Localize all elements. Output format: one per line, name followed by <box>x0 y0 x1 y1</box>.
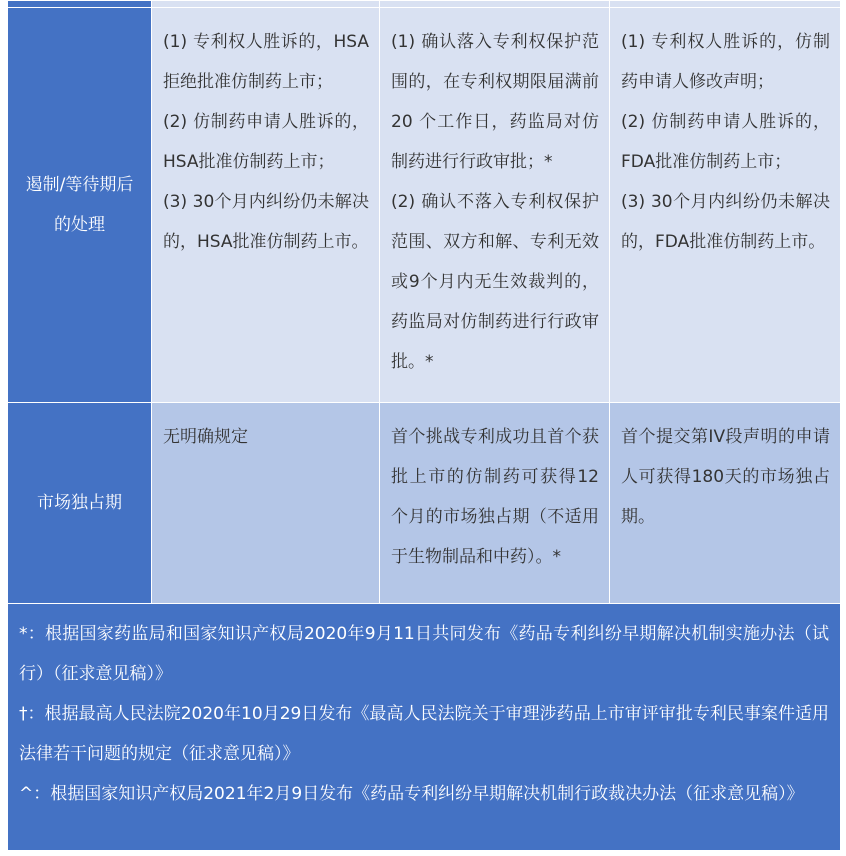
row-header-line: 的处理 <box>54 215 105 235</box>
cell-paragraph: 首个提交第IV段声明的申请人可获得180天的市场独占期。 <box>621 427 830 527</box>
row-market-exclusivity <box>8 403 841 604</box>
top-strip-row <box>8 1 841 8</box>
row-header-text <box>8 165 151 245</box>
footnote: *：根据国家药监局和国家知识产权局2020年9月11日共同发布《药品专利纠纷早期解决机制实施办法（试行）（征求意见稿）》 <box>19 624 829 684</box>
cell-paragraph: (1) 专利权人胜诉的，HSA拒绝批准仿制药上市； <box>163 32 369 92</box>
row-header-text <box>8 483 151 523</box>
footnote: ^：根据国家知识产权局2021年2月9日发布《药品专利纠纷早期解决机制行政裁决办法（征求意见稿）》 <box>19 784 804 804</box>
row-post-stay-handling <box>8 8 841 403</box>
cell-hsa-exclusivity <box>152 403 380 604</box>
cell-fda-exclusivity <box>610 403 841 604</box>
cell-china-exclusivity <box>380 403 610 604</box>
top-strip-hsa <box>152 1 380 8</box>
top-strip-china <box>380 1 610 8</box>
cell-paragraph: (3) 30个月内纠纷仍未解决的，FDA批准仿制药上市。 <box>621 192 830 252</box>
cell-china-post-stay <box>380 8 610 403</box>
row-header-line: 市场独占期 <box>37 493 122 513</box>
cell-fda-post-stay <box>610 8 841 403</box>
cell-paragraph: (2) 仿制药申请人胜诉的，HSA批准仿制药上市； <box>163 112 369 172</box>
row-header-line: 遏制/等待期后 <box>25 175 134 195</box>
row-header-post-stay <box>8 8 152 403</box>
top-strip-header <box>8 1 152 8</box>
row-notes <box>8 604 841 851</box>
cell-paragraph: (1) 确认落入专利权保护范围的，在专利权期限届满前 20 个工作日，药监局对仿制药进行行政审批；* <box>391 32 599 172</box>
notes-cell <box>8 604 841 851</box>
cell-paragraph: (2) 仿制药申请人胜诉的，FDA批准仿制药上市； <box>621 112 830 172</box>
row-header-exclusivity <box>8 403 152 604</box>
top-strip-fda <box>610 1 841 8</box>
cell-paragraph: 无明确规定 <box>163 427 248 447</box>
cell-paragraph: 首个挑战专利成功且首个获批上市的仿制药可获得12个月的市场独占期（不适用于生物制品和中药）。* <box>391 427 599 567</box>
cell-paragraph: (1) 专利权人胜诉的，仿制药申请人修改声明； <box>621 32 830 92</box>
cell-hsa-post-stay <box>152 8 380 403</box>
footnote: †：根据最高人民法院2020年10月29日发布《最高人民法院关于审理涉药品上市审评审批专利民事案件适用法律若干问题的规定（征求意见稿）》 <box>19 704 829 764</box>
cell-paragraph: (2) 确认不落入专利权保护范围、双方和解、专利无效或9个月内无生效裁判的，药监局对仿制药进行行政审批。* <box>391 192 599 372</box>
cell-paragraph: (3) 30个月内纠纷仍未解决的，HSA批准仿制药上市。 <box>163 192 369 252</box>
comparison-table <box>7 0 841 851</box>
